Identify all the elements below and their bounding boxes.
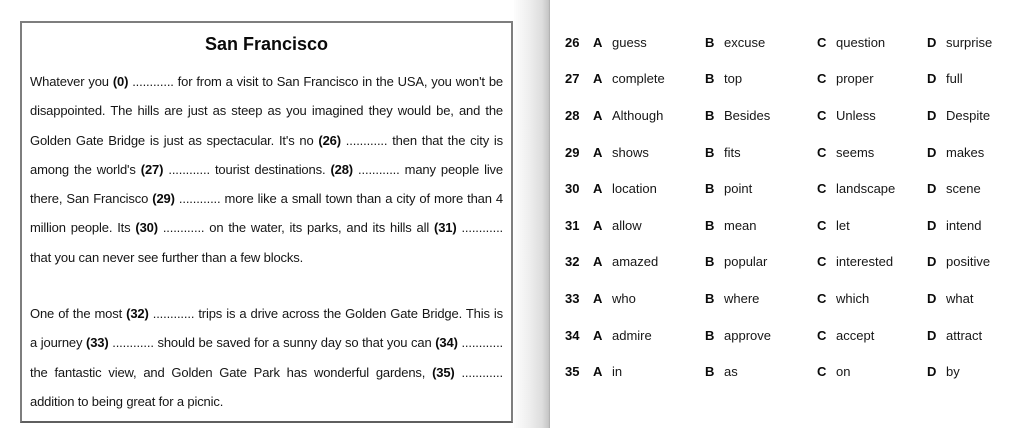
option-text: shows	[612, 144, 649, 160]
option-text: scene	[946, 181, 981, 197]
answer-option	[927, 108, 1024, 123]
option-letter: B	[705, 144, 715, 160]
passage-text: Whatever you	[30, 74, 113, 89]
option-letter: A	[593, 327, 603, 343]
question-number: 35	[565, 364, 580, 380]
option-text: in	[612, 364, 623, 380]
option-letter: C	[817, 144, 827, 160]
answer-option	[705, 291, 817, 306]
option-text: full	[946, 71, 963, 87]
option-letter: D	[927, 254, 937, 270]
answer-option	[593, 181, 705, 196]
answer-option	[705, 71, 817, 86]
question-row	[565, 134, 1024, 171]
option-text: where	[724, 290, 760, 306]
option-text: question	[836, 34, 886, 50]
answer-option	[817, 291, 927, 306]
gap-number: (33)	[86, 335, 109, 351]
option-letter: D	[927, 144, 937, 160]
option-text: which	[836, 290, 870, 306]
option-letter: A	[593, 181, 603, 197]
option-text: seems	[836, 144, 875, 160]
passage-text: ............ on the water, its parks, and its hills all	[157, 220, 435, 236]
passage-text: ............ the fantastic view, and Golden Gate Park has wonderful gardens,	[30, 335, 503, 380]
question-row	[565, 244, 1024, 281]
option-letter: A	[593, 217, 603, 233]
option-text: who	[612, 290, 636, 306]
gap-number: (34)	[435, 335, 458, 351]
passage-body	[30, 67, 503, 416]
option-text: intend	[946, 217, 982, 233]
option-text: mean	[724, 217, 757, 233]
answer-option	[705, 328, 817, 343]
option-letter: B	[705, 290, 715, 306]
passage-text: ............ more like a small town than a city of more than 4 million people. Its	[30, 191, 503, 236]
question-row	[565, 170, 1024, 207]
option-letter: D	[927, 34, 937, 50]
answer-option	[927, 254, 1024, 269]
option-letter: D	[927, 217, 937, 233]
answer-option	[593, 71, 705, 86]
answer-option	[593, 254, 705, 269]
question-row	[565, 280, 1024, 317]
answer-option	[927, 35, 1024, 50]
gap-number: (35)	[432, 364, 455, 380]
answer-option	[705, 364, 817, 379]
gap-number: (27)	[140, 161, 164, 177]
question-number: 32	[565, 254, 580, 270]
answer-option	[817, 328, 927, 343]
answer-option	[705, 145, 817, 160]
option-letter: A	[593, 364, 603, 380]
answer-option	[927, 218, 1024, 233]
answer-option	[927, 145, 1024, 160]
question-number: 28	[565, 107, 580, 123]
passage-text: ............ should be saved for a sunny day so that you can	[108, 335, 436, 351]
option-letter: D	[927, 364, 937, 380]
gap-number: (32)	[126, 306, 149, 322]
option-letter: D	[927, 327, 937, 343]
option-letter: C	[817, 107, 827, 123]
answer-option	[593, 35, 705, 50]
option-letter: C	[817, 217, 827, 233]
answer-option	[817, 181, 927, 196]
option-text: Despite	[946, 107, 991, 123]
question-number: 27	[565, 71, 580, 87]
option-text: as	[724, 364, 738, 380]
option-letter: B	[705, 107, 715, 123]
passage-paragraph	[30, 299, 503, 416]
option-letter: C	[817, 181, 827, 197]
passage-text: ............ trips is a drive across the Golden Gate Bridge. This is a journey	[30, 306, 503, 351]
passage-paragraph	[30, 67, 503, 272]
gap-number: (26)	[318, 132, 341, 148]
option-letter: C	[817, 327, 827, 343]
options-grid	[565, 24, 1024, 390]
option-letter: C	[817, 71, 827, 87]
passage-text: ............ for from a visit to San Francisco in the USA, you won't be disappointed. The hills are just as steep as you imagined they would be, and the Golden Gate Bridge is just as spectacular. It's no	[30, 74, 503, 148]
answer-option	[817, 218, 927, 233]
option-text: point	[724, 181, 753, 197]
option-text: location	[612, 181, 657, 197]
option-letter: C	[817, 34, 827, 50]
answer-option	[705, 108, 817, 123]
option-letter: B	[705, 364, 715, 380]
question-number: 29	[565, 144, 580, 160]
option-text: allow	[612, 217, 642, 233]
option-text: complete	[612, 71, 665, 87]
option-text: attract	[946, 327, 983, 343]
passage-title: San Francisco	[204, 34, 329, 54]
answer-option	[705, 218, 817, 233]
option-letter: B	[705, 71, 715, 87]
answer-option	[705, 254, 817, 269]
option-text: makes	[946, 144, 985, 160]
option-letter: C	[817, 290, 827, 306]
option-letter: C	[817, 364, 827, 380]
option-letter: D	[927, 290, 937, 306]
passage-text: ............ tourist destinations.	[163, 161, 331, 177]
answer-option	[817, 364, 927, 379]
option-text: approve	[724, 327, 771, 343]
passage-text: ............ then that the city is among the world's	[30, 132, 503, 177]
answer-option	[593, 218, 705, 233]
answer-option	[705, 181, 817, 196]
option-text: popular	[724, 254, 768, 270]
option-text: let	[836, 217, 850, 233]
gap-number: (28)	[330, 161, 353, 177]
answer-option	[817, 145, 927, 160]
option-text: surprise	[946, 34, 993, 50]
option-text: Although	[612, 107, 664, 123]
gap-number: (30)	[135, 220, 158, 236]
passage-text: ............ that you can never see further than a few blocks.	[30, 220, 503, 265]
question-number: 33	[565, 290, 580, 306]
option-letter: A	[593, 290, 603, 306]
answer-option	[927, 181, 1024, 196]
option-letter: A	[593, 71, 603, 87]
passage-text: ............ many people live there, San Francisco	[30, 161, 503, 207]
option-text: interested	[836, 254, 894, 270]
option-text: accept	[836, 327, 875, 343]
passage-text: One of the most	[30, 306, 127, 322]
question-row	[565, 353, 1024, 390]
option-letter: A	[593, 254, 603, 270]
answer-option	[817, 254, 927, 269]
question-number: 34	[565, 327, 580, 343]
question-row	[565, 97, 1024, 134]
answer-option	[593, 328, 705, 343]
answer-option	[593, 108, 705, 123]
option-text: admire	[612, 327, 652, 343]
option-letter: C	[817, 254, 827, 270]
answer-option	[927, 328, 1024, 343]
option-text: top	[724, 71, 743, 87]
gap-number: (31)	[434, 220, 457, 236]
option-letter: D	[927, 107, 937, 123]
question-row	[565, 317, 1024, 354]
answer-option	[593, 364, 705, 379]
option-letter: A	[593, 144, 603, 160]
option-text: Besides	[724, 107, 771, 123]
gap-number: (29)	[152, 191, 175, 207]
option-text: positive	[946, 254, 991, 270]
option-letter: D	[927, 181, 937, 197]
option-letter: B	[705, 181, 715, 197]
option-text: guess	[612, 34, 647, 50]
answer-option	[593, 291, 705, 306]
option-letter: B	[705, 327, 715, 343]
answer-option	[927, 291, 1024, 306]
question-number: 26	[565, 34, 580, 50]
option-text: amazed	[612, 254, 659, 270]
option-text: Unless	[836, 107, 876, 123]
answer-option	[593, 145, 705, 160]
option-text: proper	[836, 71, 874, 87]
option-text: landscape	[836, 181, 896, 197]
question-row	[565, 24, 1024, 61]
passage-text: ............ addition to being great for a picnic.	[30, 364, 503, 409]
option-text: on	[836, 364, 851, 380]
question-number: 31	[565, 217, 580, 233]
option-letter: A	[593, 107, 603, 123]
option-letter: D	[927, 71, 937, 87]
question-row	[565, 61, 1024, 98]
answer-option	[817, 35, 927, 50]
option-text: what	[946, 290, 974, 306]
option-letter: B	[705, 34, 715, 50]
option-letter: B	[705, 254, 715, 270]
option-text: by	[946, 364, 960, 380]
option-letter: A	[593, 34, 603, 50]
gap-number: (0)	[112, 74, 129, 89]
question-number: 30	[565, 181, 580, 197]
option-text: excuse	[724, 34, 766, 50]
option-text: fits	[724, 144, 741, 160]
answer-option	[927, 364, 1024, 379]
answer-option	[705, 35, 817, 50]
page-divider	[514, 0, 550, 428]
option-letter: B	[705, 217, 715, 233]
answer-option	[817, 108, 927, 123]
answer-option	[817, 71, 927, 86]
question-row	[565, 207, 1024, 244]
passage-panel	[20, 21, 513, 423]
answer-option	[927, 71, 1024, 86]
